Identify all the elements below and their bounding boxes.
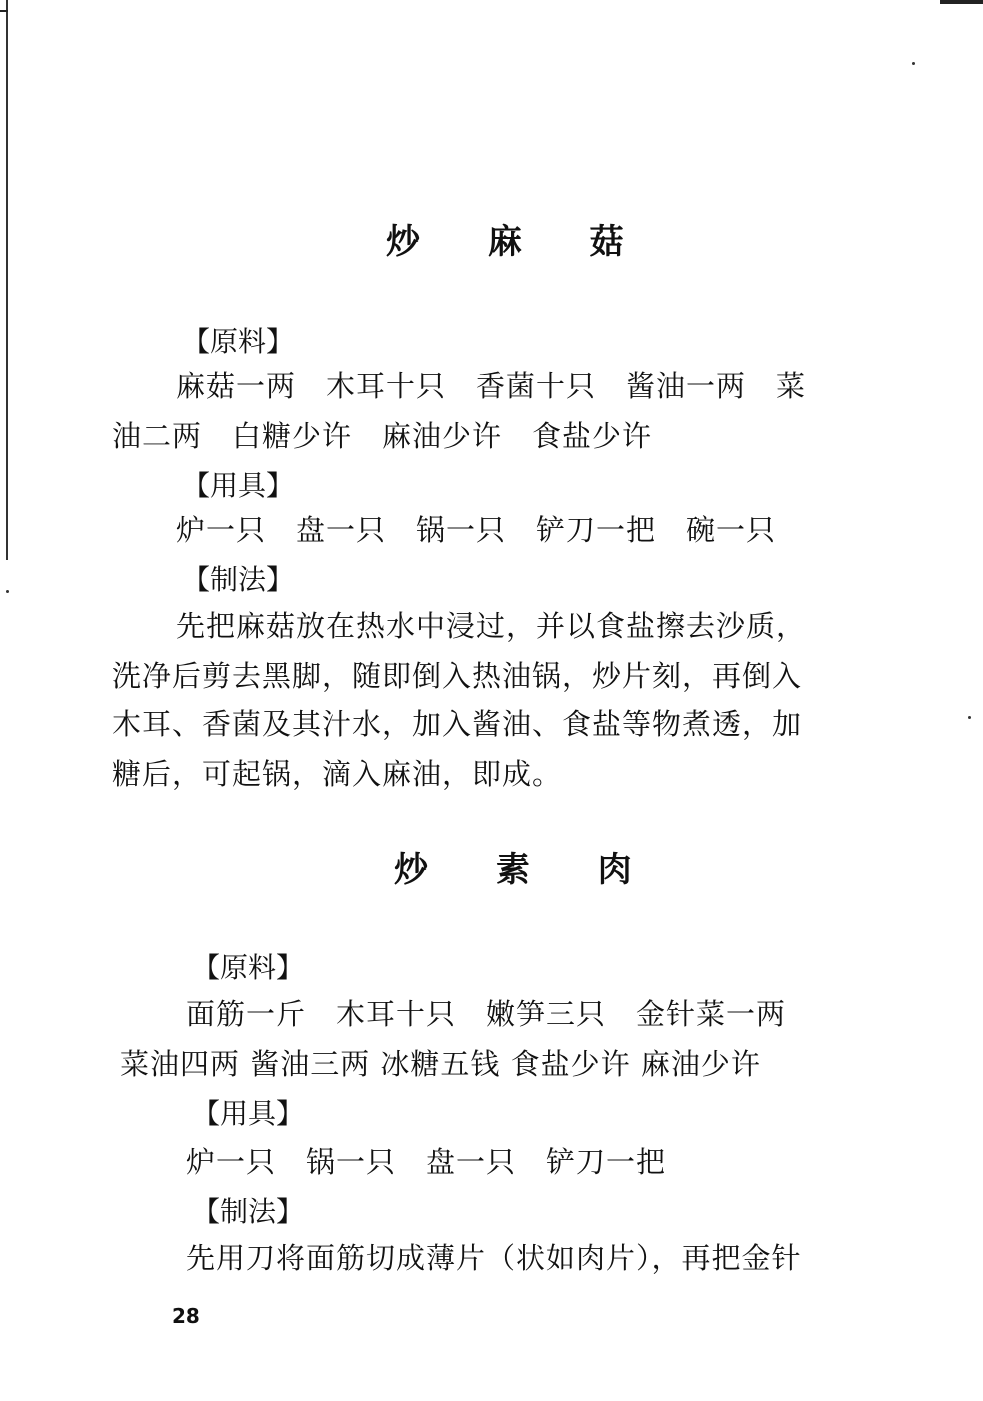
- ingredients-heading: 【原料】: [182, 325, 295, 358]
- method-heading: 【制法】: [192, 1195, 305, 1228]
- scan-speck: [968, 716, 971, 719]
- recipe-title: 炒 麻 菇: [386, 222, 652, 262]
- page-edge-line: [6, 0, 8, 560]
- method-line: 糖后，可起锅，滴入麻油，即成。: [112, 757, 563, 791]
- method-line: 先用刀将面筋切成薄片（状如肉片），再把金针: [186, 1241, 802, 1275]
- method-line: 先把麻菇放在热水中浸过，并以食盐擦去沙质，: [176, 609, 807, 643]
- ingredients-heading: 【原料】: [192, 951, 305, 984]
- ingredients-line: 麻菇一两 木耳十只 香菌十只 酱油一两 菜: [176, 369, 807, 403]
- recipe-title: 炒 素 肉: [394, 850, 660, 890]
- ingredients-line: 菜油四两 酱油三两 冰糖五钱 食盐少许 麻油少许: [120, 1047, 761, 1081]
- method-heading: 【制法】: [182, 563, 295, 596]
- scan-edge-mark: [940, 0, 983, 4]
- tools-heading: 【用具】: [192, 1097, 305, 1130]
- method-line: 洗净后剪去黑脚，随即倒入热油锅，炒片刻，再倒入: [112, 659, 803, 693]
- tools-line: 炉一只 盘一只 锅一只 铲刀一把 碗一只: [176, 513, 777, 547]
- method-line: 木耳、香菌及其汁水，加入酱油、食盐等物煮透，加: [112, 707, 803, 741]
- scan-speck: [912, 62, 915, 65]
- ingredients-line: 面筋一斤 木耳十只 嫩笋三只 金针菜一两: [186, 997, 787, 1031]
- page-number: 28: [172, 1304, 200, 1328]
- tools-line: 炉一只 锅一只 盘一只 铲刀一把: [186, 1145, 667, 1179]
- page-corner-mark: [0, 10, 8, 12]
- ingredients-line: 油二两 白糖少许 麻油少许 食盐少许: [112, 419, 653, 453]
- scan-speck: [6, 590, 9, 593]
- tools-heading: 【用具】: [182, 469, 295, 502]
